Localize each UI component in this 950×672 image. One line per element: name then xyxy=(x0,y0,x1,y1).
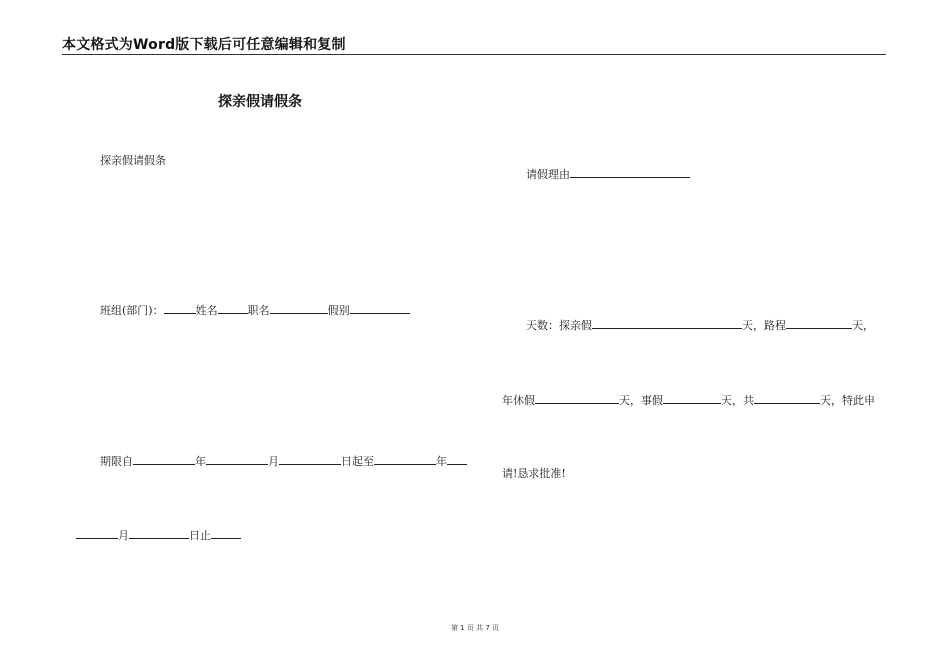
days-end-label: 天， xyxy=(852,319,874,332)
start-month-blank[interactable] xyxy=(206,454,268,465)
leave-type-label: 假别 xyxy=(327,304,350,317)
header-text: 本文格式为Word版下载后可任意编辑和复制 xyxy=(62,37,346,53)
reason-line xyxy=(526,167,690,182)
team-label: 班组(部门)： xyxy=(100,304,164,317)
total-label: 天，共 xyxy=(721,394,754,407)
annual-label: 年休假 xyxy=(502,394,535,407)
end-month-blank[interactable] xyxy=(76,528,118,539)
start-year-blank[interactable] xyxy=(133,454,195,465)
apply-label: 天，特此申 xyxy=(820,394,875,407)
month-label: 月 xyxy=(268,455,279,468)
personal-days-blank[interactable] xyxy=(663,393,721,404)
start-day-blank[interactable] xyxy=(279,454,341,465)
end-year-blank[interactable] xyxy=(374,454,436,465)
end-day-blank[interactable] xyxy=(129,528,189,539)
position-blank[interactable] xyxy=(270,303,328,314)
document-title: 探亲假请假条 xyxy=(218,94,302,110)
team-blank[interactable] xyxy=(164,303,196,314)
day-end-label: 日止 xyxy=(189,529,211,542)
reason-label: 请假理由 xyxy=(526,168,570,181)
period-end-line xyxy=(76,528,241,543)
days-line xyxy=(526,318,874,333)
period-from-label: 期限自 xyxy=(100,455,133,468)
home-leave-days-blank[interactable] xyxy=(592,318,742,329)
name-blank[interactable] xyxy=(218,303,248,314)
annual-line xyxy=(502,393,875,408)
position-label: 职名 xyxy=(247,304,270,317)
personal-label: 天，事假 xyxy=(619,394,663,407)
name-label: 姓名 xyxy=(195,304,218,317)
leave-type-blank[interactable] xyxy=(350,303,410,314)
travel-days-blank[interactable] xyxy=(786,318,852,329)
end-month-label: 月 xyxy=(118,529,129,542)
end-tail-blank[interactable] xyxy=(211,528,241,539)
total-days-blank[interactable] xyxy=(754,393,820,404)
day-to-label: 日起至 xyxy=(341,455,374,468)
days-label: 天数：探亲假 xyxy=(526,319,592,332)
document-subtitle: 探亲假请假条 xyxy=(100,154,166,167)
header-divider xyxy=(62,54,886,55)
end-year-tail-blank[interactable] xyxy=(447,454,467,465)
year2-label: 年 xyxy=(436,455,447,468)
year-label: 年 xyxy=(195,455,206,468)
team-line xyxy=(100,303,410,318)
travel-label: 天，路程 xyxy=(742,319,786,332)
request-line: 请!恳求批准! xyxy=(502,467,566,480)
reason-blank[interactable] xyxy=(570,167,690,178)
annual-days-blank[interactable] xyxy=(535,393,619,404)
page-footer: 第 1 页 共 7 页 xyxy=(450,624,500,632)
period-line xyxy=(100,454,467,469)
